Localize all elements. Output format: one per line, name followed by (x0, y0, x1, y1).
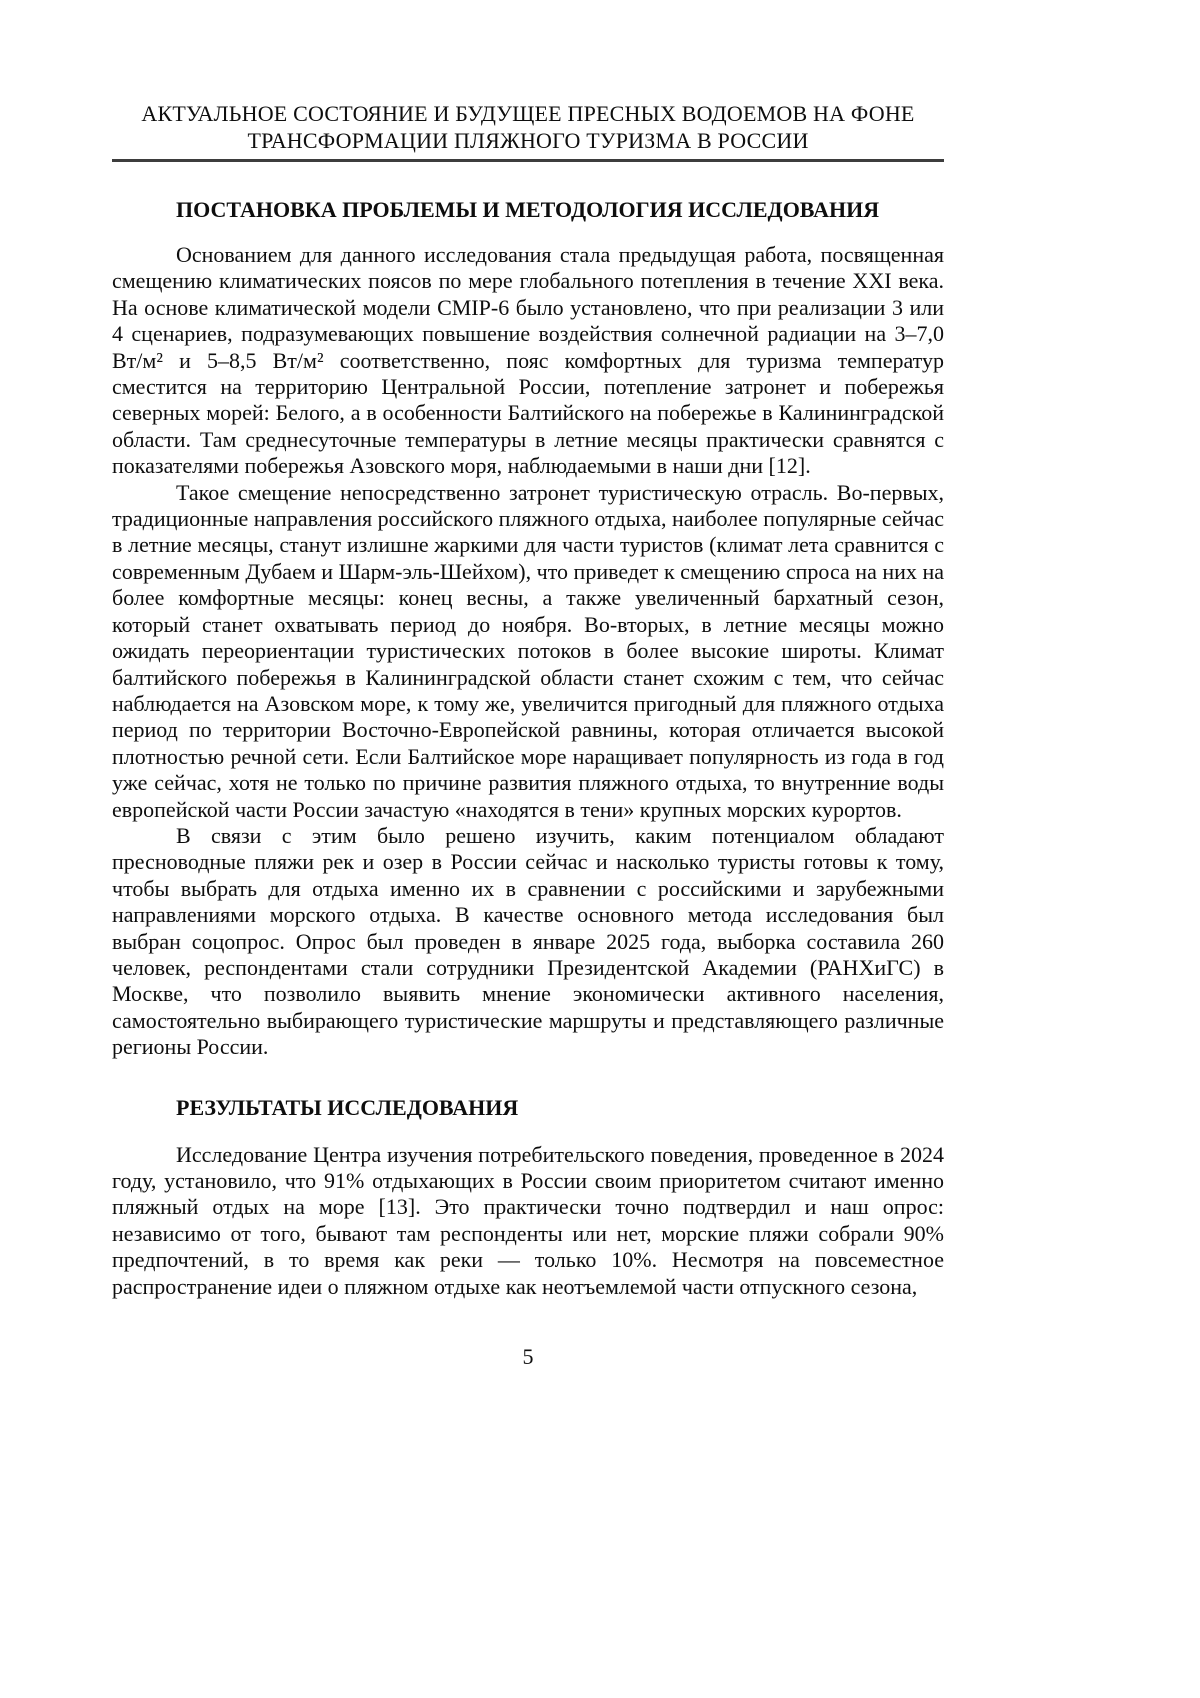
paragraph: Такое смещение непосредственно затронет туристическую отрасль. Во-первых, традиционные направления российского пляжного отдыха, наиболее популярные сейчас в летние месяцы, станут излишне жаркими для части туристов (климат лета сравнится с современным Дубаем и Шарм-эль-Шейхом), что приведет к смещению спроса на них на более комфортные месяцы: конец весны, а также увеличенный бархатный сезон, который станет охватывать период до ноября. Во-вторых, в летние месяцы можно ожидать переориентации туристических потоков в более высокие широты. Климат балтийского побережья в Калининградской области станет схожим с тем, что сейчас наблюдается на Азовском море, к тому же, увеличится пригодный для пляжного отдыха период по территории Восточно-Европейской равнины, которая отличается высокой плотностью речной сети. Если Балтийское море наращивает популярность из года в год уже сейчас, хотя не только по причине развития пляжного отдыха, то внутренние воды европейской части России зачастую «находятся в тени» крупных морских курортов. (112, 479, 944, 822)
running-header (112, 100, 944, 154)
section-heading-problem-methodology: ПОСТАНОВКА ПРОБЛЕМЫ И МЕТОДОЛОГИЯ ИССЛЕДОВАНИЯ (176, 197, 880, 222)
paragraph: В связи с этим было решено изучить, каким потенциалом обладают пресноводные пляжи рек и озер в России сейчас и насколько туристы готовы к тому, чтобы выбрать для отдыха именно их в сравнении с российскими и зарубежными направлениями морского отдыха. В качестве основного метода исследования был выбран соцопрос. Опрос был проведен в январе 2025 года, выборка составила 260 человек, респондентами стали сотрудники Президентской Академии (РАНХиГС) в Москве, что позволило выявить мнение экономически активного населения, самостоятельно выбирающего туристические маршруты и представляющего различные регионы России. (112, 822, 944, 1060)
page-number: 5 (522, 1344, 534, 1369)
running-header-line-1: АКТУАЛЬНОЕ СОСТОЯНИЕ И БУДУЩЕЕ ПРЕСНЫХ ВОДОЕМОВ НА ФОНЕ (141, 101, 915, 126)
running-header-line-2: ТРАНСФОРМАЦИИ ПЛЯЖНОГО ТУРИЗМА В РОССИИ (247, 128, 809, 153)
header-rule (112, 159, 944, 162)
paragraph: Основанием для данного исследования стала предыдущая работа, посвященная смещению климатических поясов по мере глобального потепления в течение XXI века. На основе климатической модели CMIP-6 было установлено, что при реализации 3 или 4 сценариев, подразумевающих повышение воздействия солнечной радиации на 3–7,0 Вт/м² и 5–8,5 Вт/м² соответственно, пояс комфортных для туризма температур сместится на территорию Центральной России, потепление затронет и побережья северных морей: Белого, а в особенности Балтийского на побережье в Калининградской области. Там среднесуточные температуры в летние месяцы практически сравнятся с показателями побережья Азовского моря, наблюдаемыми в наши дни [12]. (112, 242, 944, 479)
section-heading-results: РЕЗУЛЬТАТЫ ИССЛЕДОВАНИЯ (176, 1094, 519, 1120)
paragraph: Исследование Центра изучения потребительского поведения, проведенное в 2024 году, установило, что 91% отдыхающих в России своим приоритетом считают именно пляжный отдых на море [13]. Это практически точно подтвердил и наш опрос: независимо от того, бывают там респонденты или нет, морские пляжи собрали 90% предпочтений, в то время как реки — только 10%. Несмотря на повсеместное распространение идеи о пляжном отдыхе как неотъемлемой части отпускного сезона, (112, 1141, 944, 1299)
text-column (112, 100, 944, 1300)
